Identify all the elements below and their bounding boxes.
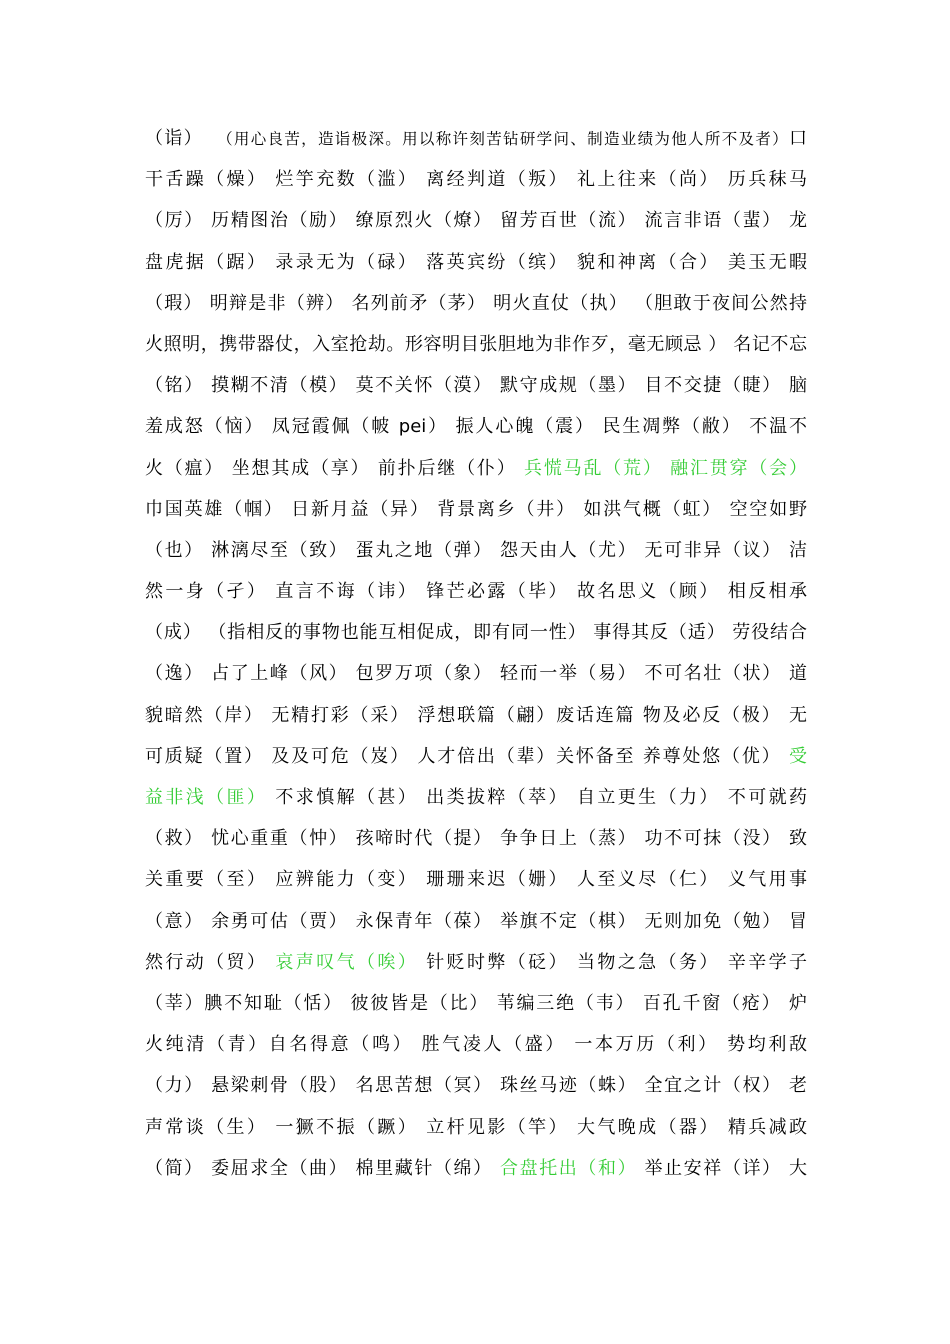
text-line bbox=[145, 448, 807, 489]
text-segment: （瑕） 明辩是非（辨） 名列前矛（茅） 明火直仗（执） （胆敢于夜间公然持 bbox=[145, 292, 807, 314]
text-line bbox=[145, 159, 807, 200]
highlighted-text: 受 bbox=[789, 745, 807, 767]
text-line bbox=[145, 818, 807, 859]
text-line bbox=[145, 777, 807, 818]
text-segment: 羞成怒（恼） 凤冠霞佩（帔 pei） 振人心魄（震） 民生凋弊（敝） 不温不 bbox=[145, 416, 807, 438]
text-body bbox=[145, 118, 807, 1189]
text-line bbox=[145, 283, 807, 324]
text-segment: 口 bbox=[789, 128, 807, 149]
text-segment: （用心良苦，造诣极深。用以称许刻苦钻研学问、制造业绩为他人所不及者） bbox=[217, 130, 789, 148]
text-segment: （力） 悬梁刺骨（股） 名思苦想（冥） 珠丝马迹（蛛） 全宜之计（权） 老 bbox=[145, 1075, 807, 1097]
text-segment: 盘虎据（踞） 录录无为（碌） 落英宾纷（缤） 貌和神离（合） 美玉无暇 bbox=[145, 251, 807, 273]
text-line bbox=[145, 983, 807, 1024]
text-segment: （成） （指相反的事物也能互相促成，即有同一性） 事得其反（适） 劳役结合 bbox=[145, 622, 807, 644]
text-line bbox=[145, 942, 807, 983]
text-line bbox=[145, 406, 807, 447]
text-line bbox=[145, 736, 807, 777]
text-segment: 然一身（孑） 直言不诲（讳） 锋芒必露（毕） 故名思义（顾） 相反相承 bbox=[145, 581, 807, 603]
text-segment: 不求慎解（甚） 出类拔粹（萃） 自立更生（力） 不可就药 bbox=[275, 787, 807, 808]
text-line bbox=[145, 530, 807, 571]
text-segment: （铭） 摸糊不清（模） 莫不关怀（漠） 默守成规（墨） 目不交捷（睫） 脑 bbox=[145, 375, 807, 397]
highlighted-text: 合盘托出（和） bbox=[500, 1157, 645, 1179]
text-segment: （意） 余勇可估（贾） 永保青年（葆） 举旗不定（棋） 无则加免（勉） 冒 bbox=[145, 910, 807, 932]
text-segment: 声常谈（生） 一獗不振（蹶） 立杆见影（竿） 大气晚成（器） 精兵减政 bbox=[145, 1116, 807, 1138]
highlighted-text: 哀声叹气（唉） bbox=[275, 951, 427, 973]
text-segment: 针贬时弊（砭） 当物之急（务） 辛辛学子 bbox=[426, 951, 807, 973]
text-line bbox=[145, 1148, 807, 1189]
text-line bbox=[145, 859, 807, 900]
text-segment: 干舌躁（燥） 烂竽充数（滥） 离经判道（叛） 礼上往来（尚） 历兵秣马 bbox=[145, 169, 807, 191]
text-segment: 巾国英雄（帼） 日新月益（异） 背景离乡（井） 如洪气概（虹） 空空如野 bbox=[145, 498, 807, 520]
text-segment: 貌暗然（岸） 无精打彩（采） 浮想联篇（翩）废话连篇 物及必反（极） 无 bbox=[145, 704, 807, 726]
text-line bbox=[145, 1065, 807, 1106]
text-segment: 火（瘟） 坐想其成（享） 前扑后继（仆） bbox=[145, 457, 525, 479]
text-line bbox=[145, 200, 807, 241]
text-segment: （诣） bbox=[145, 128, 218, 149]
text-line bbox=[145, 1024, 807, 1065]
text-line bbox=[145, 612, 807, 653]
text-line bbox=[145, 489, 807, 530]
text-segment: 火纯清（青）自名得意（鸣） 胜气凌人（盛） 一本万历（利） 势均利敌 bbox=[145, 1034, 807, 1056]
text-line bbox=[145, 365, 807, 406]
text-segment: 关重要（至） 应辨能力（变） 珊珊来迟（姗） 人至义尽（仁） 义气用事 bbox=[145, 869, 807, 891]
text-segment: （救） 忧心重重（忡） 孩啼时代（提） 争争日上（蒸） 功不可抹（没） 致 bbox=[145, 828, 807, 850]
text-line bbox=[145, 242, 807, 283]
text-line bbox=[145, 695, 807, 736]
text-segment: （简） 委屈求全（曲） 棉里藏针（绵） bbox=[145, 1157, 501, 1179]
text-segment: 然行动（贸） bbox=[145, 951, 276, 973]
text-segment: （厉） 历精图治（励） 缭原烈火（燎） 留芳百世（流） 流言非语（蜚） 龙 bbox=[145, 210, 807, 232]
text-segment: （逸） 占了上峰（风） 包罗万项（象） 轻而一举（易） 不可名壮（状） 道 bbox=[145, 663, 807, 685]
highlighted-text: 益非浅（匪） bbox=[145, 787, 276, 808]
text-segment: 火照明，携带器仗，入室抢劫。形容明目张胆地为非作歹，毫无顾忌 ） 名记不忘 bbox=[145, 333, 807, 355]
highlighted-text: 兵慌马乱（荒） 融汇贯穿（会） bbox=[524, 457, 807, 479]
text-line bbox=[145, 1107, 807, 1148]
text-segment: （莘）腆不知耻（恬） 彼彼皆是（比） 苇编三绝（韦） 百孔千窗（疮） 炉 bbox=[145, 992, 807, 1014]
text-line bbox=[145, 324, 807, 365]
text-line bbox=[145, 653, 807, 694]
text-segment: （也） 淋漓尽至（致） 蛋丸之地（弹） 怨天由人（尤） 无可非异（议） 洁 bbox=[145, 539, 807, 561]
text-segment: 举止安祥（详） 大 bbox=[644, 1157, 807, 1179]
text-segment: 可质疑（置） 及及可危（岌） 人才倍出（辈）关怀备至 养尊处悠（优） bbox=[145, 745, 789, 767]
text-line bbox=[145, 571, 807, 612]
text-line bbox=[145, 118, 807, 159]
text-line bbox=[145, 901, 807, 942]
